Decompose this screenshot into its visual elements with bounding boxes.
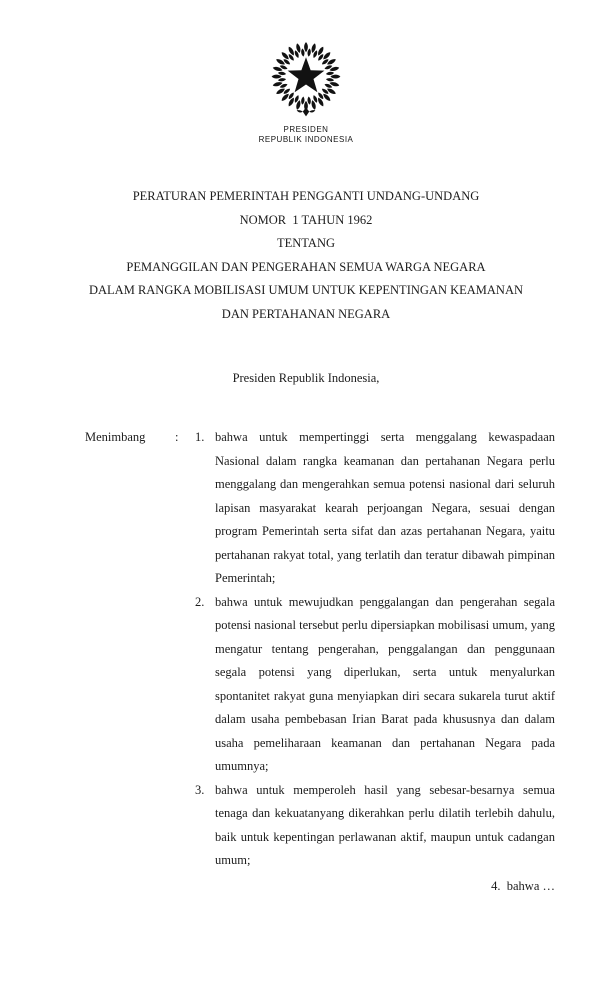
- title-line-subject-3: DAN PERTAHANAN NEGARA: [221, 306, 391, 321]
- item-text: bahwa untuk mewujudkan penggalangan dan pengerahan segala potensi nasional tersebut perlu dipersiapkan mobilisasi umum, yang mengatur tentang pengerahan, penggalangan dan penggunaan segala potensi yang diperlukan, serta untuk menyalurkan spontanitet rakyat guna menyiapkan diri secara sukarela turut aktif dalam usaha pembebasan Irian Barat pada khususnya dan dalam usaha pemeliharaan keamanan dan pertahanan Negara pada umumnya;: [215, 594, 555, 773]
- document-title: [0, 185, 612, 326]
- considerations-separator: :: [175, 430, 179, 444]
- title-line-regulation-type: PERATURAN PEMERINTAH PENGGANTI UNDANG-UNDANG: [132, 189, 480, 203]
- title-line-tentang: TENTANG: [276, 236, 335, 250]
- consideration-item: [195, 426, 555, 591]
- salutation-line: Presiden Republik Indonesia,: [232, 371, 380, 385]
- consideration-item: [195, 591, 555, 779]
- document-header: [0, 35, 612, 145]
- considerations-section: [85, 426, 555, 873]
- page-catchword: 4. bahwa …: [491, 878, 555, 893]
- title-line-subject-1: PEMANGGILAN DAN PENGERAHAN SEMUA WARGA NEGARA: [126, 259, 486, 274]
- presidential-star-wreath-icon: [263, 35, 349, 121]
- title-line-subject-2: DALAM RANGKA MOBILISASI UMUM UNTUK KEPENTINGAN KEAMANAN: [88, 283, 524, 297]
- considerations-label: Menimbang: [85, 430, 146, 444]
- item-text: bahwa untuk memperoleh hasil yang sebesar-besarnya semua tenaga dan kekuatanyang dikerahkan perlu dilatih terlebih dahulu, baik untuk kepentingan perlawanan aktif, maupun untuk cadangan umum;: [215, 782, 555, 867]
- title-line-number-year: NOMOR 1 TAHUN 1962: [239, 212, 373, 227]
- item-number: 2.: [195, 594, 205, 609]
- item-number: 1.: [195, 430, 205, 444]
- item-number: 3.: [195, 782, 205, 797]
- emblem-caption-presiden: PRESIDEN: [283, 125, 329, 134]
- consideration-item: [195, 779, 555, 873]
- considerations-list: [195, 426, 555, 873]
- item-text: bahwa untuk mempertinggi serta menggalang kewaspadaan Nasional dalam rangka keamanan dan pertahanan Negara perlu menggalang dan mengerahkan semua potensi nasional dari seluruh lapisan masyarakat kearah perjoangan Negara, sesuai dengan program Pemerintah serta sifat dan azas pertahanan Negara, yaitu pertahanan rakyat total, yang terlatih dan teratur dibawah pimpinan Pemerintah;: [215, 430, 555, 585]
- emblem-caption-republik-indonesia: REPUBLIK INDONESIA: [258, 135, 354, 144]
